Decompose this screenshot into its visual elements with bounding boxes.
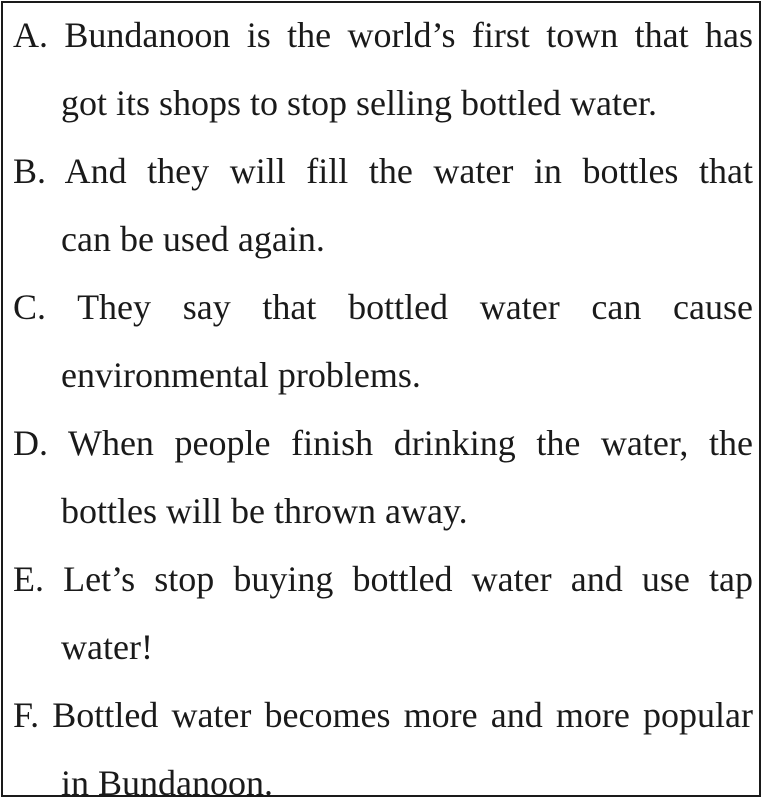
options-box (1, 1, 761, 803)
option-text: They say that bottled water can cause (77, 287, 753, 327)
option-letter: A. (13, 15, 48, 55)
option-letter: B. (13, 151, 47, 191)
option-continuation: got its shops to stop selling bottled water. (61, 83, 657, 123)
option-continuation: water! (61, 627, 153, 667)
option-text: And they will fill the water in bottles that (64, 151, 753, 191)
option-continuation: environmental problems. (61, 355, 421, 395)
option-letter: F. (13, 695, 40, 735)
option-text: Bottled water becomes more and more popular (52, 695, 753, 735)
option-continuation: in Bundanoon. (61, 763, 273, 803)
option-continuation: bottles will be thrown away. (61, 491, 468, 531)
option-first-line (13, 695, 753, 735)
option-first-line (13, 287, 753, 327)
option-first-line (13, 423, 753, 463)
option-letter: E. (13, 559, 44, 599)
option-text: Bundanoon is the world’s first town that has (64, 15, 753, 55)
option-text: Let’s stop buying bottled water and use tap (63, 559, 753, 599)
option-letter: C. (13, 287, 47, 327)
option-continuation: can be used again. (61, 219, 325, 259)
option-first-line (13, 151, 753, 191)
option-text: When people finish drinking the water, the (67, 423, 753, 463)
option-first-line (13, 559, 753, 599)
option-first-line (13, 15, 753, 55)
option-letter: D. (13, 423, 48, 463)
